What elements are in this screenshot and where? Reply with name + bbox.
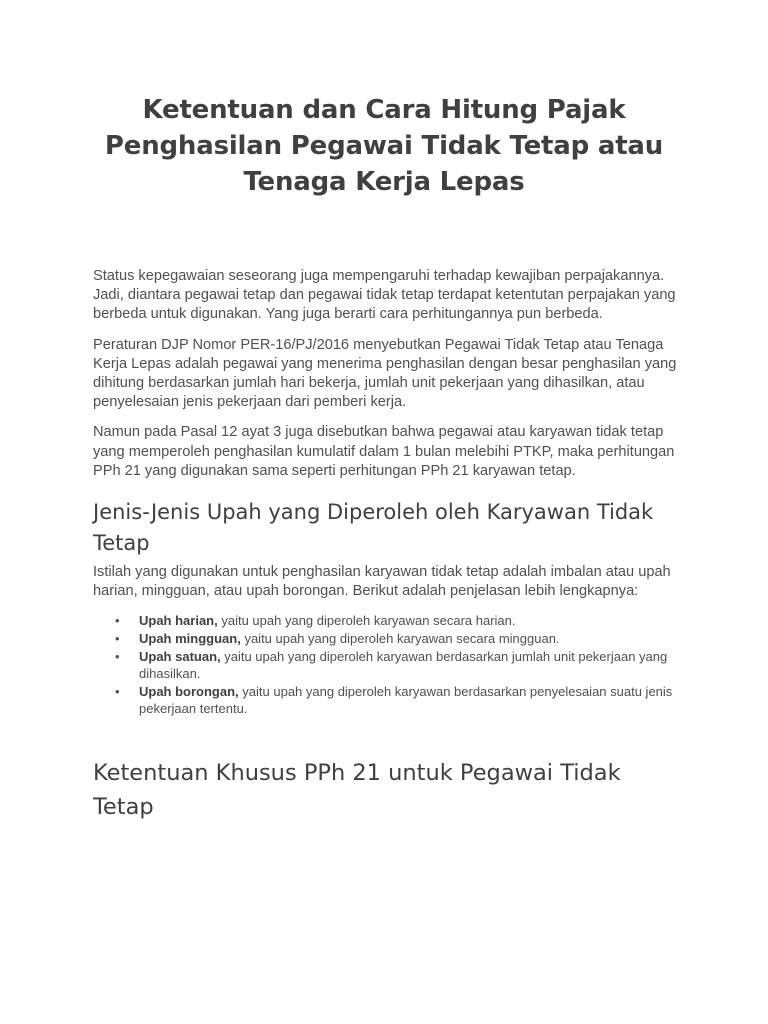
bullet-icon: • — [115, 683, 120, 699]
bullet-icon: • — [115, 613, 120, 629]
document-title: Ketentuan dan Cara Hitung Pajak Penghasilan Pegawai Tidak Tetap atau Tenaga Kerja Lepas — [104, 95, 664, 197]
paragraph-intro: Status kepegawaian seseorang juga mempengaruhi terhadap kewajiban perpajakannya. Jadi, diantara pegawai tetap dan pegawai tidak tetap terdapat ketentutan perpajakan yang berbeda untuk digunakan. Yang juga berarti cara perhitungannya pun berbeda. — [93, 268, 676, 323]
section-heading-special-rules: Ketentuan Khusus PPh 21 untuk Pegawai Tidak Tetap — [93, 760, 621, 820]
list-item-desc: yaitu upah yang diperoleh karyawan berdasarkan penyelesaian suatu jenis pekerjaan tertentu. — [139, 683, 673, 717]
list-item-term: Upah borongan, — [139, 683, 239, 699]
document-body — [93, 267, 683, 828]
list-item-desc: yaitu upah yang diperoleh karyawan secara mingguan. — [240, 631, 560, 647]
paragraph-regulation: Peraturan DJP Nomor PER-16/PJ/2016 menyebutkan Pegawai Tidak Tetap atau Tenaga Kerja Lepas adalah pegawai yang menerima penghasilan dengan besar penghasilan yang dihitung berdasarkan jumlah hari bekerja, jumlah unit pekerjaan yang dihasilkan, atau penyelesaian jenis pekerjaan dari pemberi kerja. — [93, 336, 677, 411]
list-item — [115, 612, 683, 630]
list-item-desc: yaitu upah yang diperoleh karyawan secara harian. — [217, 613, 516, 629]
paragraph-article: Namun pada Pasal 12 ayat 3 juga disebutkan bahwa pegawai atau karyawan tidak tetap yang memperoleh penghasilan kumulatif dalam 1 bulan melebihi PTKP, maka perhitungan PPh 21 yang digunakan sama seperti perhitungan PPh 21 karyawan tetap. — [93, 424, 675, 479]
list-item — [115, 683, 683, 718]
list-item-term: Upah harian, — [139, 613, 218, 629]
list-item-desc: yaitu upah yang diperoleh karyawan berdasarkan jumlah unit pekerjaan yang dihasilkan. — [139, 648, 668, 682]
list-item-term: Upah satuan, — [139, 648, 221, 664]
bullet-icon: • — [115, 648, 120, 664]
section-heading-wage-types: Jenis-Jenis Upah yang Diperoleh oleh Karyawan Tidak Tetap — [93, 500, 654, 556]
list-item — [115, 630, 683, 648]
list-item-term: Upah mingguan, — [139, 631, 241, 647]
paragraph-wage-intro: Istilah yang digunakan untuk penghasilan karyawan tidak tetap adalah imbalan atau upah harian, mingguan, atau upah borongan. Berikut adalah penjelasan lebih lengkapnya: — [93, 564, 671, 600]
list-item — [115, 648, 683, 683]
wage-type-list — [93, 612, 683, 718]
bullet-icon: • — [115, 631, 120, 647]
